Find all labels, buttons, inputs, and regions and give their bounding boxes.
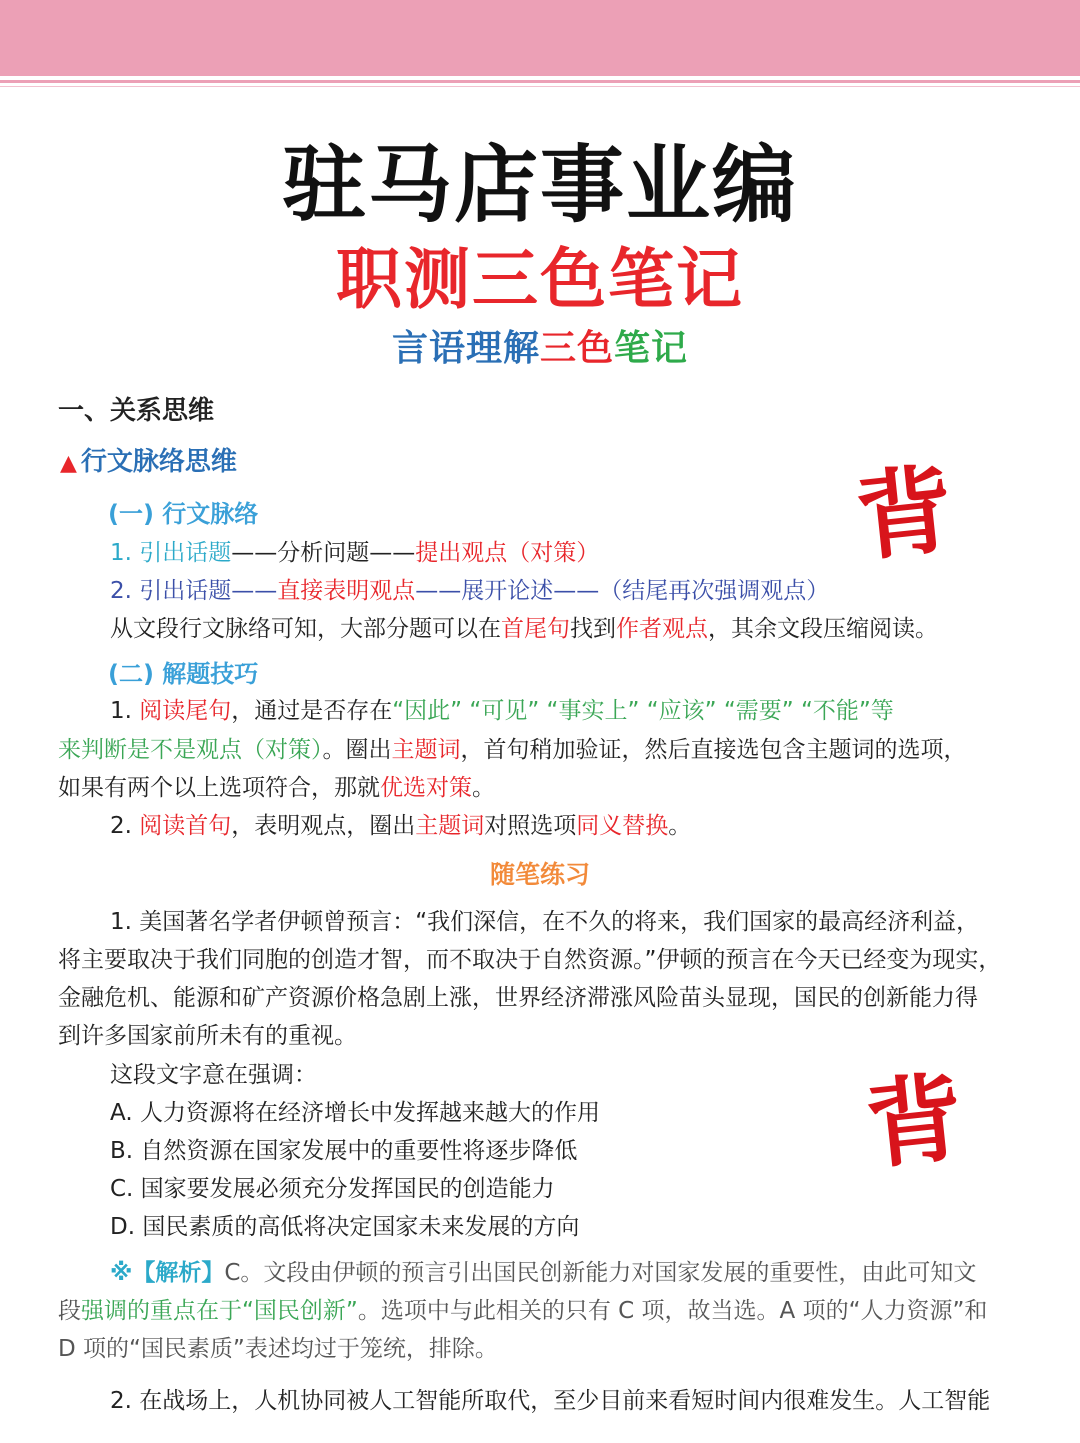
page-title: 驻马店事业编 <box>281 135 798 234</box>
memorize-stamp: 背 <box>861 1060 969 1183</box>
option-c: C. 国家要发展必须充分发挥国民的创造能力 <box>110 1176 555 1202</box>
context-line-2: 2. 引出话题——直接表明观点——展开论述——（结尾再次强调观点） <box>110 578 830 604</box>
triangle-icon: ▲ <box>60 451 77 476</box>
top-divider-thin <box>0 86 1080 87</box>
context-line-3: 从文段行文脉络可知，大部分题可以在首尾句找到作者观点，其余文段压缩阅读。 <box>110 616 938 642</box>
question2-text: 2. 在战场上，人机协同被人工智能所取代，至少目前来看短时间内很难发生。人工智能 <box>110 1388 991 1414</box>
memorize-stamp: 背 <box>851 452 959 575</box>
question1-text: 1. 美国著名学者伊顿曾预言：“我们深信，在不久的将来，我们国家的最高经济利益， <box>110 909 980 935</box>
question1-prompt: 这段文字意在强调： <box>110 1062 317 1088</box>
subheading-techniques: (二) 解题技巧 <box>108 660 259 688</box>
analysis-line-2: 段强调的重点在于“国民创新”。选项中与此相关的只有 C 项，故当选。A 项的“人力资源”和 <box>58 1298 988 1324</box>
technique-line-4: 2. 阅读首句，表明观点，圈出主题词对照选项同义替换。 <box>110 813 692 839</box>
question1-text: 将主要取决于我们同胞的创造才智，而不取决于自然资源。”伊顿的预言在今天已经变为现实， <box>58 947 1002 973</box>
technique-line-3: 如果有两个以上选项符合，那就优选对策。 <box>58 775 495 801</box>
technique-line-2: 来判断是不是观点（对策）。圈出主题词，首句稍加验证，然后直接选包含主题词的选项， <box>58 737 967 763</box>
section-title-part3: 笔记 <box>614 328 689 369</box>
heading-context-thinking: ▲ 行文脉络思维 <box>60 447 237 477</box>
option-d: D. 国民素质的高低将决定国家未来发展的方向 <box>110 1214 580 1240</box>
subheading-context: (一) 行文脉络 <box>108 500 259 528</box>
analysis-tag: ※【解析】 <box>110 1260 225 1286</box>
context-line-1: 1. 引出话题——分析问题——提出观点（对策） <box>110 540 600 566</box>
section-title-part2: 三色 <box>539 328 614 369</box>
analysis-line-1: ※【解析】C。文段由伊顿的预言引出国民创新能力对国家发展的重要性，由此可知文 <box>110 1260 977 1286</box>
page-subtitle: 职测三色笔记 <box>336 240 744 318</box>
heading-relation-thinking: 一、关系思维 <box>58 396 215 426</box>
technique-line-1: 1. 阅读尾句，通过是否存在“因此” “可见” “事实上” “应该” “需要” “不能”等 <box>110 698 894 724</box>
option-a: A. 人力资源将在经济增长中发挥越来越大的作用 <box>110 1100 600 1126</box>
top-banner <box>0 0 1080 76</box>
practice-heading: 随笔练习 <box>489 860 590 889</box>
analysis-line-3: D 项的“国民素质”表述均过于笼统，排除。 <box>58 1336 498 1362</box>
section-title-part1: 言语理解 <box>391 328 540 369</box>
top-divider <box>0 80 1080 83</box>
question1-text: 到许多国家前所未有的重视。 <box>58 1023 357 1049</box>
question1-text: 金融危机、能源和矿产资源价格急剧上涨，世界经济滞涨风险苗头显现，国民的创新能力得 <box>58 985 978 1011</box>
option-b: B. 自然资源在国家发展中的重要性将逐步降低 <box>110 1138 578 1164</box>
section-title <box>0 320 1080 371</box>
